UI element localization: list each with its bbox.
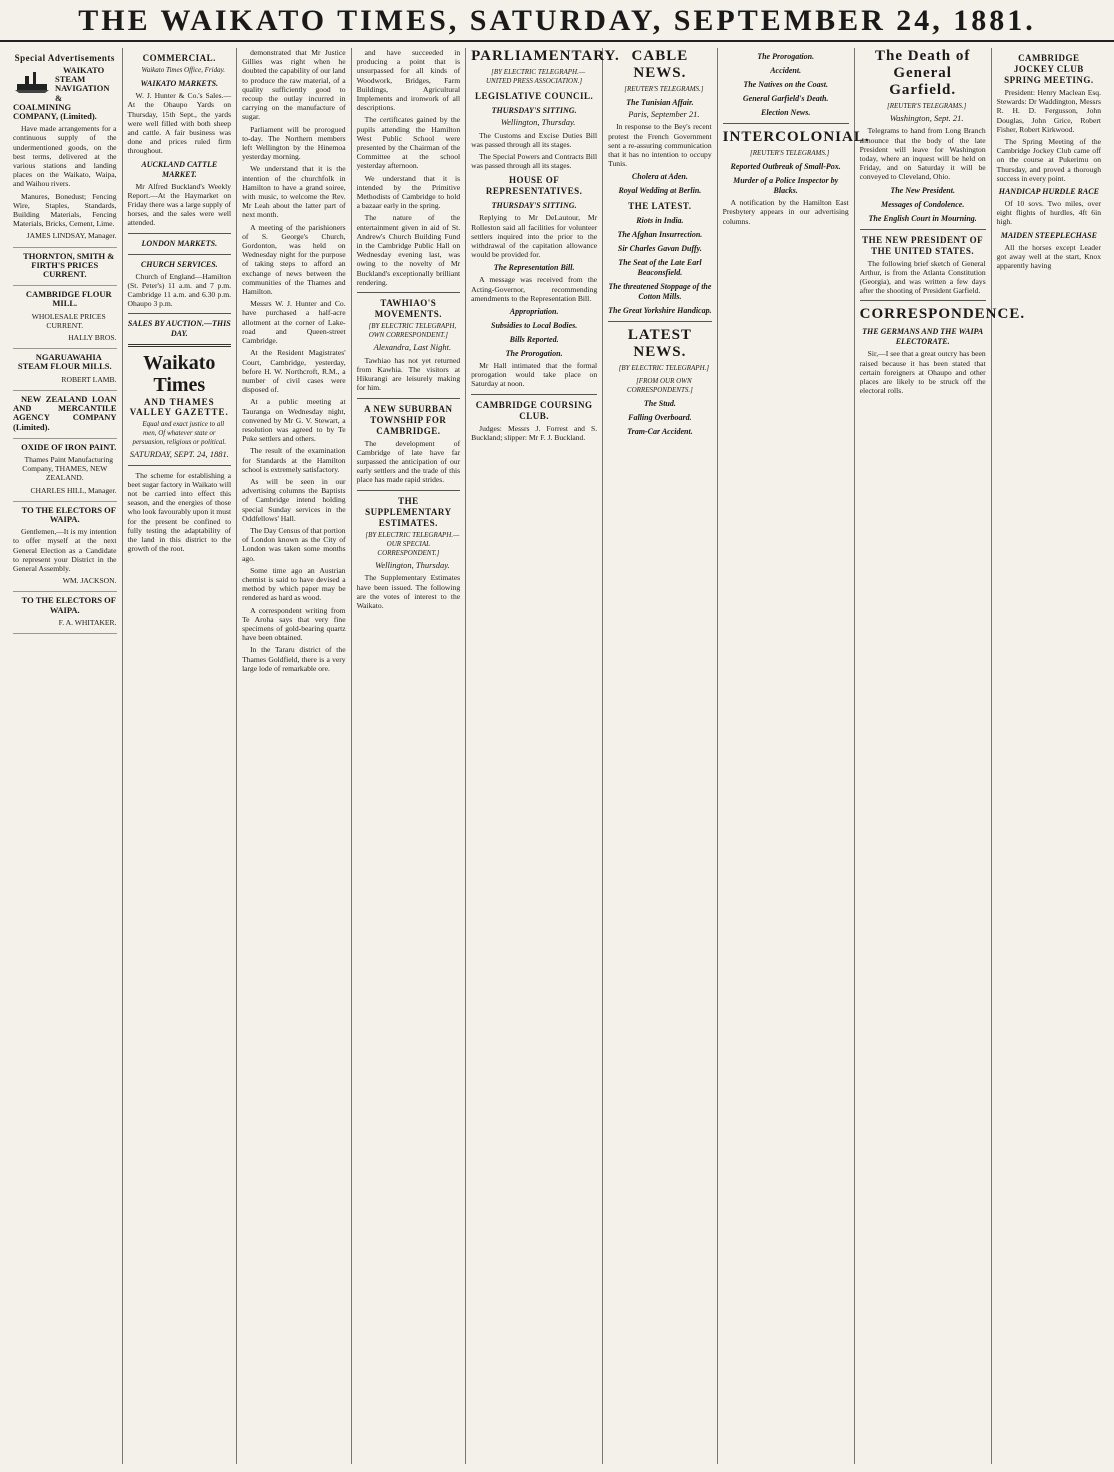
- special-ads-heading: Special Advertisements: [14, 53, 115, 63]
- garfield-heading: The Death of General Garfield.: [874, 48, 971, 98]
- cable-news-heading: CABLE NEWS.: [631, 48, 689, 81]
- column-7: The Prorogation. Accident. The Natives on the Coast. General Garfield's Death. Election News. INTERCOLONIAL. [REUTER'S TELEGRAMS.] Reported Outbreak of Small-Pox. Murder of a Police Inspector by Blacks. A notification by the Hamilton East Presbytery appears in our advertising columns.: [718, 48, 855, 1464]
- intercolonial-heading: INTERCOLONIAL.: [722, 129, 870, 145]
- column-1: [8, 48, 123, 1464]
- divider: [723, 123, 849, 124]
- page-columns: [8, 48, 1106, 1464]
- column-6: CABLE NEWS. [REUTER'S TELEGRAMS.] The Tunisian Affair. Paris, September 21. In response to the Bey's recent protest the French Government sent a re-assuring communication that it has no intention to occupy Tunis. Cholera at Aden. Royal Wedding at Berlin. THE LATEST. Riots in India. The Afghan Insurrection. Sir Charles Gavan Duffy. The Seat of the Late Earl Beaconsfield. The threatened Stoppage of the Cotton Mills. The Great Yorkshire Handicap. LATEST NEWS. [BY ELECTRIC TELEGRAPH.] [FROM OUR OWN CORRESPONDENTS.] The Stud. Falling Overboard. Tram-Car Accident.: [603, 48, 718, 1464]
- divider: [128, 313, 232, 314]
- newspaper-title: THE WAIKATO TIMES, SATURDAY, SEPTEMBER 24, 1881.: [78, 4, 1036, 37]
- divider: [357, 292, 461, 293]
- divider: [860, 300, 986, 301]
- divider: [128, 465, 232, 466]
- divider: [128, 254, 232, 255]
- issue-date: SATURDAY, SEPT. 24, 1881.: [129, 449, 229, 460]
- divider: [357, 490, 461, 491]
- masthead: [0, 0, 1114, 42]
- column-4: and have succeeded in producing a point that is unsurpassed for all kinds of Woodwork, Bridges, Farm Buildings, Agricultural Implements and ironwork of all descriptions. The certificates gained by the pupils attending the Hamilton West Public School were presented by the Chairman of the Committee at the school yesterday afternoon. We understand that it is intended by the Primitive Methodists of Cambridge to hold a bazaar early in the spring. The nature of the entertainment given in aid of St. Andrew's Church Building Fund in the Cambridge Public Hall on Wednesday evening last, was owing to the novelty of Mr Buckland's exceptionally brilliant rendering. TAWHIAO'S MOVEMENTS. [BY ELECTRIC TELEGRAPH, OWN CORRESPONDENT.] Alexandra, Last Night. Tawhiao has not yet returned from Kawhia. The visitors at Hikurangi are leisurely making for him. A NEW SUBURBAN TOWNSHIP FOR CAMBRIDGE. The development of Cambridge of late have far surpassed the anticipation of our early settlers and the trade of this place has made rapid strides. THE SUPPLEMENTARY ESTIMATES. [BY ELECTRIC TELEGRAPH.—OUR SPECIAL CORRESPONDENT.] Wellington, Thursday. The Supplementary Estimates have been issued. The following are the votes of interest to the Waikato.: [352, 48, 467, 1464]
- divider: [860, 229, 986, 230]
- ad-oxide-paint: OXIDE OF IRON PAINT. Thames Paint Manufacturing Company, THAMES, NEW ZEALAND. CHARLES HILL, Manager.: [13, 443, 117, 502]
- ad-nz-loan: NEW ZEALAND LOAN AND MERCANTILE AGENCY COMPANY (Limited).: [13, 395, 117, 439]
- parliamentary-heading: PARLIAMENTARY.: [471, 48, 620, 64]
- column-2: COMMERCIAL. Waikato Times Office, Friday. WAIKATO MARKETS. W. J. Hunter & Co.'s Sales.—At the Ohaupo Yards on Thursday, 15th Sept., the yards were well filled with both sheep and cattle. A fair business was done and prices ruled firm throughout. AUCKLAND CATTLE MARKET. Mr Alfred Buckland's Weekly Report.—At the Haymarket on Friday there was a large supply of horses, and the sales were well attended. LONDON MARKETS. CHURCH SERVICES. Church of England—Hamilton (St. Peter's) 11 a.m. and 7 p.m. Cambridge 11 a.m. and 6.30 p.m. Ohaupo 3 p.m. SALES BY AUCTION.—THIS DAY. Waikato Times AND THAMES VALLEY GAZETTE. Equal and exact justice to all men, Of whatever state or persuasion, religious or political. SATURDAY, SEPT. 24, 1881. The scheme for establishing a beet sugar factory in Waikato will not be carried into effect this season, and the energies of those who look favourably upon it must for the present be confined to fully testing the adaptability of the land in this district to the growth of the root.: [123, 48, 238, 1464]
- column-5: PARLIAMENTARY. [BY ELECTRIC TELEGRAPH.—UNITED PRESS ASSOCIATION.] LEGISLATIVE COUNCIL. THURSDAY'S SITTING. Wellington, Thursday. The Customs and Excise Duties Bill was passed through all its stages. The Special Powers and Contracts Bill was passed through all its stages. HOUSE OF REPRESENTATIVES. THURSDAY'S SITTING. Replying to Mr DeLautour, Mr Rolleston said all facilities for volunteer settlers inquired into the prior to the withdrawal of the capitation allowance would be provided for. The Representation Bill. A message was received from the Acting-Governor, recommending amendments to the Representation Bill. Appropriation. Subsidies to Local Bodies. Bills Reported. The Prorogation. Mr Hall intimated that the formal prorogation would take place on Saturday at noon. CAMBRIDGE COURSING CLUB. Judges: Messrs J. Forrest and S. Buckland; slipper: Mr F. J. Buckland.: [466, 48, 603, 1464]
- jockey-club-heading: CAMBRIDGE JOCKEY CLUB SPRING MEETING.: [1004, 53, 1094, 85]
- divider: [608, 321, 712, 322]
- commercial-heading: COMMERCIAL.: [142, 53, 216, 63]
- ad-electors-jackson: TO THE ELECTORS OF WAIPA. Gentlemen,—It is my intention to offer myself at the next General Election as a Candidate to represent your District in the General Assembly. WM. JACKSON.: [13, 506, 117, 593]
- divider: [128, 233, 232, 234]
- waikato-times-logo: Waikato Times: [143, 352, 216, 397]
- ad-waikato-steam: WAIKATO STEAM NAVIGATION & COALMINING COMPANY, (Limited). Have made arrangements for a continuous supply of the undermentioned goods, on the best terms, delivered at the various stations and landing places on the Waikato, Waipa, and Waihou rivers. Manures, Bonedust; Fencing Wire, Staples, Standards, Building Materials, Fencing Materials, Bricks, Cement, Lime. JAMES LINDSAY, Manager.: [13, 66, 117, 248]
- ad-thornton-smith: THORNTON, SMITH & FIRTH'S PRICES CURRENT.: [13, 252, 117, 287]
- ad-electors-whitaker: TO THE ELECTORS OF WAIPA. F. A. WHITAKER.: [13, 596, 117, 634]
- column-8: The Death of General Garfield. [REUTER'S TELEGRAMS.] Washington, Sept. 21. Telegrams to hand from Long Branch announce that the body of the late President will leave for Washington today, where an inquest will be held on Friday, and on Saturday it will be conveyed to Cleveland, Ohio. The New President. Messages of Condolence. The English Court in Mourning. THE NEW PRESIDENT OF THE UNITED STATES. The following brief sketch of General Arthur, is from the Atlanta Constitution (Georgia), and was written a few days after the shooting of President Garfield. CORRESPONDENCE. THE GERMANS AND THE WAIPA ELECTORATE. Sir,—I see that a great outcry has been raised because it has been stated that certain foreigners at Ohaupo and other places are likely to be struck off the electoral rolls.: [855, 48, 992, 1464]
- divider: [471, 394, 597, 395]
- column-3: demonstrated that Mr Justice Gillies was right when he doubted the capability of our land to produce the raw material, of a quality sufficiently good to recoup the outlay incurred in carrying on the manufacture of sugar. Parliament will be prorogued to-day. The Northern members left Wellington by the Hinemoa yesterday morning. We understand that it is the intention of the churchfolk in Hamilton to have a grand soiree, with music, to welcome the Rev. Mr Leah about the latter part of next month. A meeting of the parishioners of S. George's Church, Gordonton, was held on Wednesday night for the purpose of taking steps to afford an exchange of news between the communities of the Thames and Hamilton. Messrs W. J. Hunter and Co. have purchased a half-acre allotment at the corner of Lake-road and Queen-street Cambridge. At the Resident Magistrates' Court, Cambridge, yesterday, before H. W. Northcroft, R.M., a number of civil cases were disposed of. At a public meeting at Tauranga on Wednesday night, convened by Mr G. V. Stewart, a resolution was agreed to by Te Puke settlers and others. The result of the examination for Standards at the Hamilton school is extremely satisfactory. As will be seen in our advertising columns the Baptists of Cambridge intend holding special Sunday services in the Oddfellows' Hall. The Day Census of that portion of London known as the City of London was taken some months ago. Some time ago an Austrian chemist is said to have devised a method by which paper may be rendered as hard as wood. A correspondent writing from Te Aroha says that very fine specimens of gold-bearing quartz have been obtained. In the Tararu district of the Thames Goldfield, there is a very large lode of remarkable ore.: [237, 48, 352, 1464]
- latest-news-heading: LATEST NEWS.: [627, 327, 692, 361]
- ad-ngaruawahia-mills: NGARUAWAHIA STEAM FLOUR MILLS. ROBERT LAMB.: [13, 353, 117, 391]
- ad-cambridge-flour: CAMBRIDGE FLOUR MILL. WHOLESALE PRICES CURRENT. HALLY BROS.: [13, 290, 117, 349]
- divider: [357, 398, 461, 399]
- column-9: CAMBRIDGE JOCKEY CLUB SPRING MEETING. President: Henry Maclean Esq. Stewards: Dr Waddington, Messrs R. H. D. Fergusson, John Douglas, John Grice, Robert Fisher, Robert Kirkwood. The Spring Meeting of the Cambridge Jockey Club came off on the course at Pukerimu on Thursday, and proved a thorough success in every point. HANDICAP HURDLE RACE Of 10 sovs. Two miles, over eight flights of hurdles, 4ft 6in high. MAIDEN STEEPLECHASE All the horses except Leader got away well at the start, Knox apparently having: [996, 53, 1101, 271]
- divider: [128, 344, 232, 347]
- steamship-icon: [13, 68, 51, 94]
- correspondence-heading: CORRESPONDENCE.: [859, 306, 1026, 323]
